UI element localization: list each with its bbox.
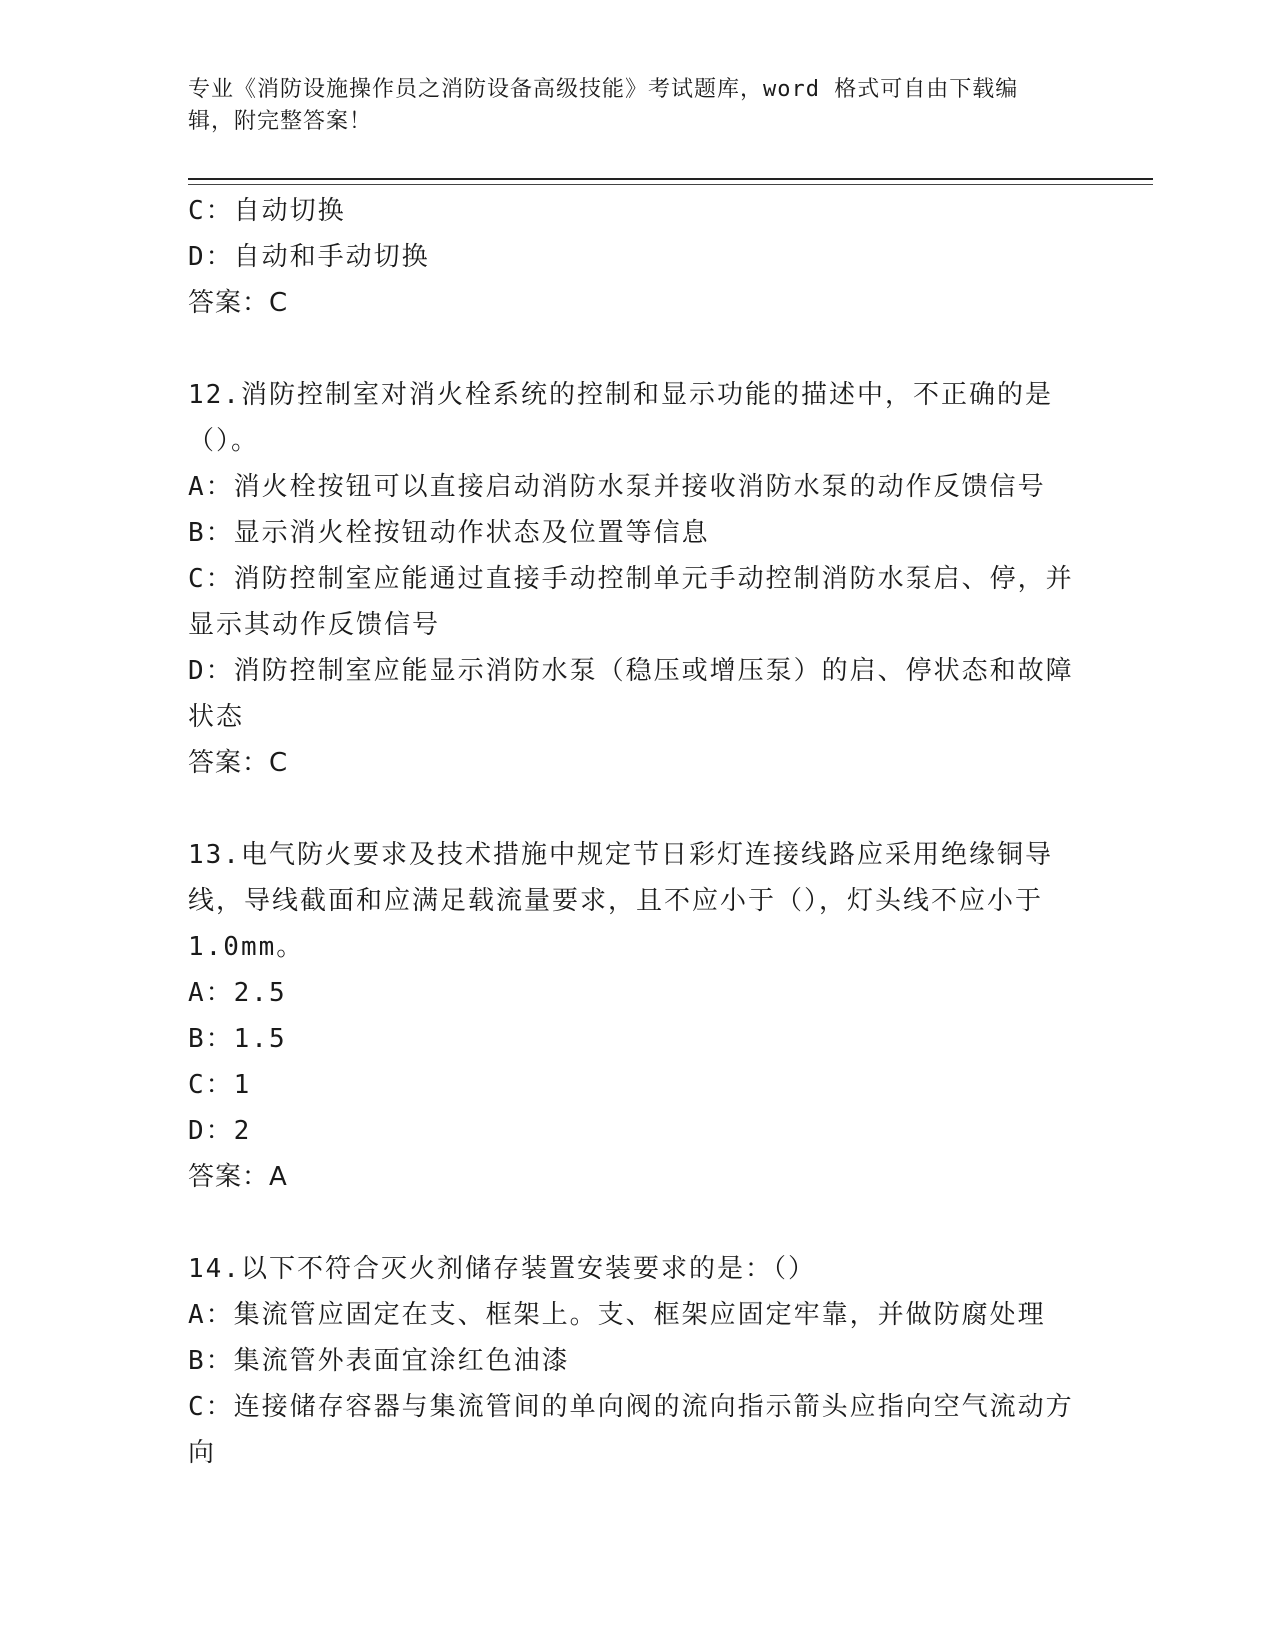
option-c: C：连接储存容器与集流管间的单向阀的流向指示箭头应指向空气流动方向 [188,1392,1074,1468]
question-stem: 14.以下不符合灭火剂储存装置安装要求的是：（） [188,1254,816,1284]
question-content [188,188,1088,1476]
option-d: D：2 [188,1116,252,1146]
option-a: A：2.5 [188,978,287,1008]
option-b: B：1.5 [188,1024,287,1054]
header-rule-thick [188,178,1153,180]
question-stem: 13.电气防火要求及技术措施中规定节日彩灯连接线路应采用绝缘铜导线，导线截面和应满足载流量要求，且不应小于（），灯头线不应小于 1.0mm。 [188,840,1053,962]
answer-line: 答案：A [188,1162,288,1192]
option-b: B：集流管外表面宜涂红色油漆 [188,1346,570,1376]
answer-line: 答案：C [188,288,289,318]
answer-line: 答案：C [188,748,289,778]
header-title-line-2: 辑，附完整答案！ [188,109,373,134]
spacer [188,1200,1088,1246]
option-a: A：集流管应固定在支、框架上。支、框架应固定牢靠，并做防腐处理 [188,1300,1046,1330]
option-a: A：消火栓按钮可以直接启动消防水泵并接收消防水泵的动作反馈信号 [188,472,1046,502]
header-title-line-1: 专业《消防设施操作员之消防设备高级技能》考试题库，word 格式可自由下载编 [188,77,1019,102]
question-stem: 12.消防控制室对消火栓系统的控制和显示功能的描述中，不正确的是（）。 [188,380,1053,456]
option-b: B：显示消火栓按钮动作状态及位置等信息 [188,518,710,548]
spacer [188,326,1088,372]
option-d: D：自动和手动切换 [188,242,430,272]
page-header [188,74,1088,138]
header-rule-thin [188,184,1153,185]
spacer [188,786,1088,832]
option-d: D：消防控制室应能显示消防水泵（稳压或增压泵）的启、停状态和故障状态 [188,656,1074,732]
option-c: C：消防控制室应能通过直接手动控制单元手动控制消防水泵启、停，并显示其动作反馈信号 [188,564,1074,640]
option-c: C：1 [188,1070,252,1100]
option-c: C：自动切换 [188,196,346,226]
